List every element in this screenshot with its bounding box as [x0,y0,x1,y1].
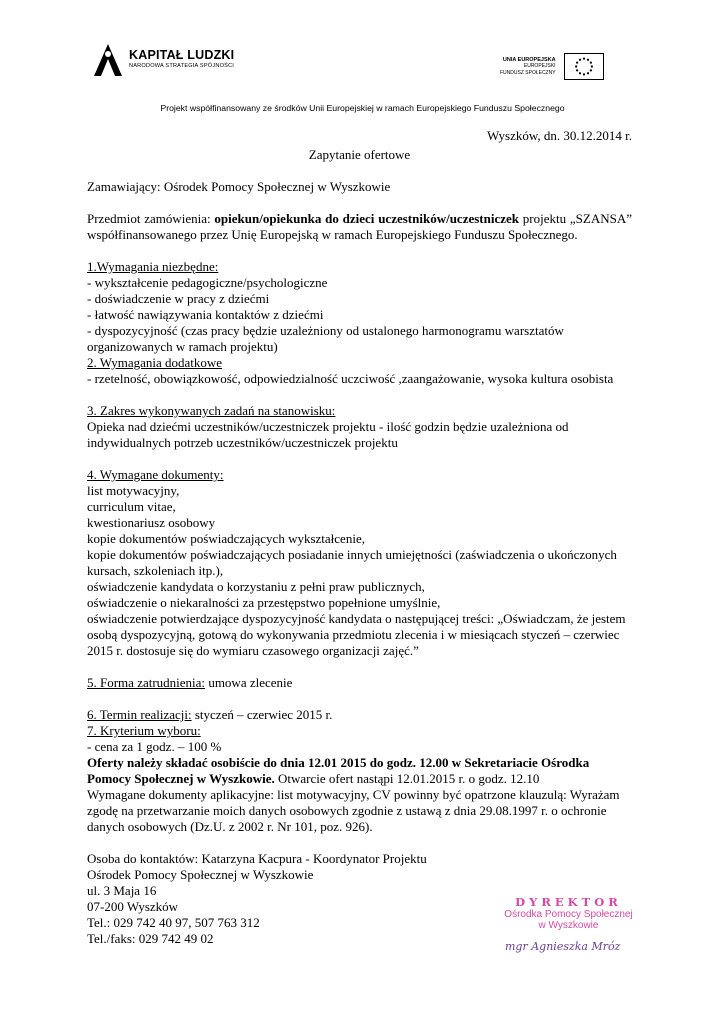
section-6-value: styczeń – czerwiec 2015 r. [191,707,333,722]
stamp-line-1: Ośrodka Pomocy Społecznej [504,909,633,920]
kapital-ludzki-title: KAPITAŁ LUDZKI [129,48,235,62]
subject-prefix: Przedmiot zamówienia: [87,211,215,226]
list-item: oświadczenie potwierdzające dyspozycyjność kandydata o następującej treści: „Oświadczam, że jestem osobą dyspozycyjną, gotową do wykonywania przedmiotu zlecenia i w miesiącach styczeń – czerwiec 2015 r. dostosuje się do wymiaru czasowego organizacji zajęć.” [87,611,626,658]
stamp-line-2: w Wyszkowie [538,920,599,931]
documents-clause: Wymagane dokumenty aplikacyjne: list motywacyjny, CV powinny być opatrzone klauzulą: Wyrażam zgodę na przetwarzanie moich danych osobowych zgodnie z ustawą z dnia 29.08.1997 r. o ochronie danych osobowych (Dz.U. z 2002 r. Nr 101, poz. 926). [87,787,620,834]
section-4-heading: 4. Wymagane dokumenty: [87,467,224,482]
project-funding-line: Projekt współfinansowany ze środków Unii Europejskiej w ramach Europejskiego Funduszu Społecznego [160,103,565,113]
section-2-heading: 2. Wymagania dodatkowe [87,355,223,370]
list-item: kopie dokumentów poświadczających posiadanie innych umiejętności (zaświadczenia o ukończonych kursach, szkoleniach itp.), [87,547,617,578]
contact-line: Tel.: 029 742 40 97, 507 763 312 [87,915,260,930]
list-item: kwestionariusz osobowy [87,515,216,530]
list-item: - wykształcenie pedagogiczne/psychologiczne [87,275,328,290]
list-item: oświadczenie kandydata o korzystaniu z pełni praw publicznych, [87,579,425,594]
contact-line: Tel./faks: 029 742 49 02 [87,931,214,946]
contact-line: ul. 3 Maja 16 [87,883,157,898]
kapital-ludzki-emblem-icon [92,42,124,76]
offer-deadline: Oferty należy składać osobiście do dnia 12.01 2015 do godz. 12.00 w Sekretariacie Ośrodka Pomocy Społecznej w Wyszkowie. [87,755,590,786]
page-title: Zapytanie ofertowe [308,147,411,162]
list-item: - łatwość nawiązywania kontaktów z dziećmi [87,307,324,322]
section-3-text: Opieka nad dziećmi uczestników/uczestniczek projektu - ilość godzin będzie uzależniona od indywidualnych potrzeb uczestników/uczestniczek projektu [87,419,569,450]
stamp-title: DYREKTOR [515,895,622,909]
offer-paragraph [87,755,632,787]
eu-logo-line2: EUROPEJSKI [523,63,556,70]
section-2-text: - rzetelność, obowiązkowość, odpowiedzialność uczciwość ,zaangażowanie, wysoka kultura osobista [87,371,614,386]
document-body [87,128,632,947]
list-item: kopie dokumentów poświadczających wykształcenie, [87,531,365,546]
list-item: curriculum vitae, [87,499,176,514]
director-stamp [486,896,651,931]
subject-bold: opiekun/opiekunka do dzieci uczestników/uczestniczek [214,211,520,226]
offer-opening: Otwarcie ofert nastąpi 12.01.2015 r. o godz. 12.10 [274,771,540,786]
date-line: Wyszków, dn. 30.12.2014 r. [487,128,632,143]
client-line: Zamawiający: Ośrodek Pomocy Społecznej w Wyszkowie [87,179,391,194]
section-6-heading: 6. Termin realizacji: [87,707,192,722]
contact-line: 07-200 Wyszków [87,899,179,914]
eu-flag-icon [564,53,604,80]
section-5-value: umowa zlecenie [205,675,293,690]
section-7-text: - cena za 1 godz. – 100 % [87,739,222,754]
section-5-heading: 5. Forma zatrudnienia: [87,675,206,690]
section-3-heading: 3. Zakres wykonywanych zadań na stanowisku: [87,403,336,418]
director-signature: mgr Agnieszka Mróz [505,940,621,953]
contact-line: Ośrodek Pomocy Społecznej w Wyszkowie [87,867,314,882]
eu-logo [500,53,604,80]
eu-logo-line3: FUNDUSZ SPOŁECZNY [500,69,556,76]
contact-line: Osoba do kontaktów: Katarzyna Kacpura - Koordynator Projektu [87,851,427,866]
section-7-heading: 7. Kryterium wyboru: [87,723,201,738]
kapital-ludzki-subtitle: NARODOWA STRATEGIA SPÓJNOŚCI [129,63,235,69]
section-1-heading: 1.Wymagania niezbędne: [87,259,219,274]
subject-suffix: projektu „SZANSA” współfinansowanego przez Unię Europejską w ramach Europejskiego Funduszu Społecznego. [87,211,633,242]
section-6 [87,707,632,723]
section-5 [87,675,632,691]
eu-logo-line1: UNIA EUROPEJSKA [502,56,556,63]
subject-paragraph [87,211,632,243]
list-item: oświadczenie o niekaralności za przestępstwo popełnione umyślnie, [87,595,441,610]
list-item: - dyspozycyjność (czas pracy będzie uzależniony od ustalonego harmonogramu warsztatów organizowanych w ramach projektu) [87,323,564,354]
list-item: - doświadczenie w pracy z dziećmi [87,291,270,306]
list-item: list motywacyjny, [87,483,180,498]
kapital-ludzki-logo [92,42,234,76]
